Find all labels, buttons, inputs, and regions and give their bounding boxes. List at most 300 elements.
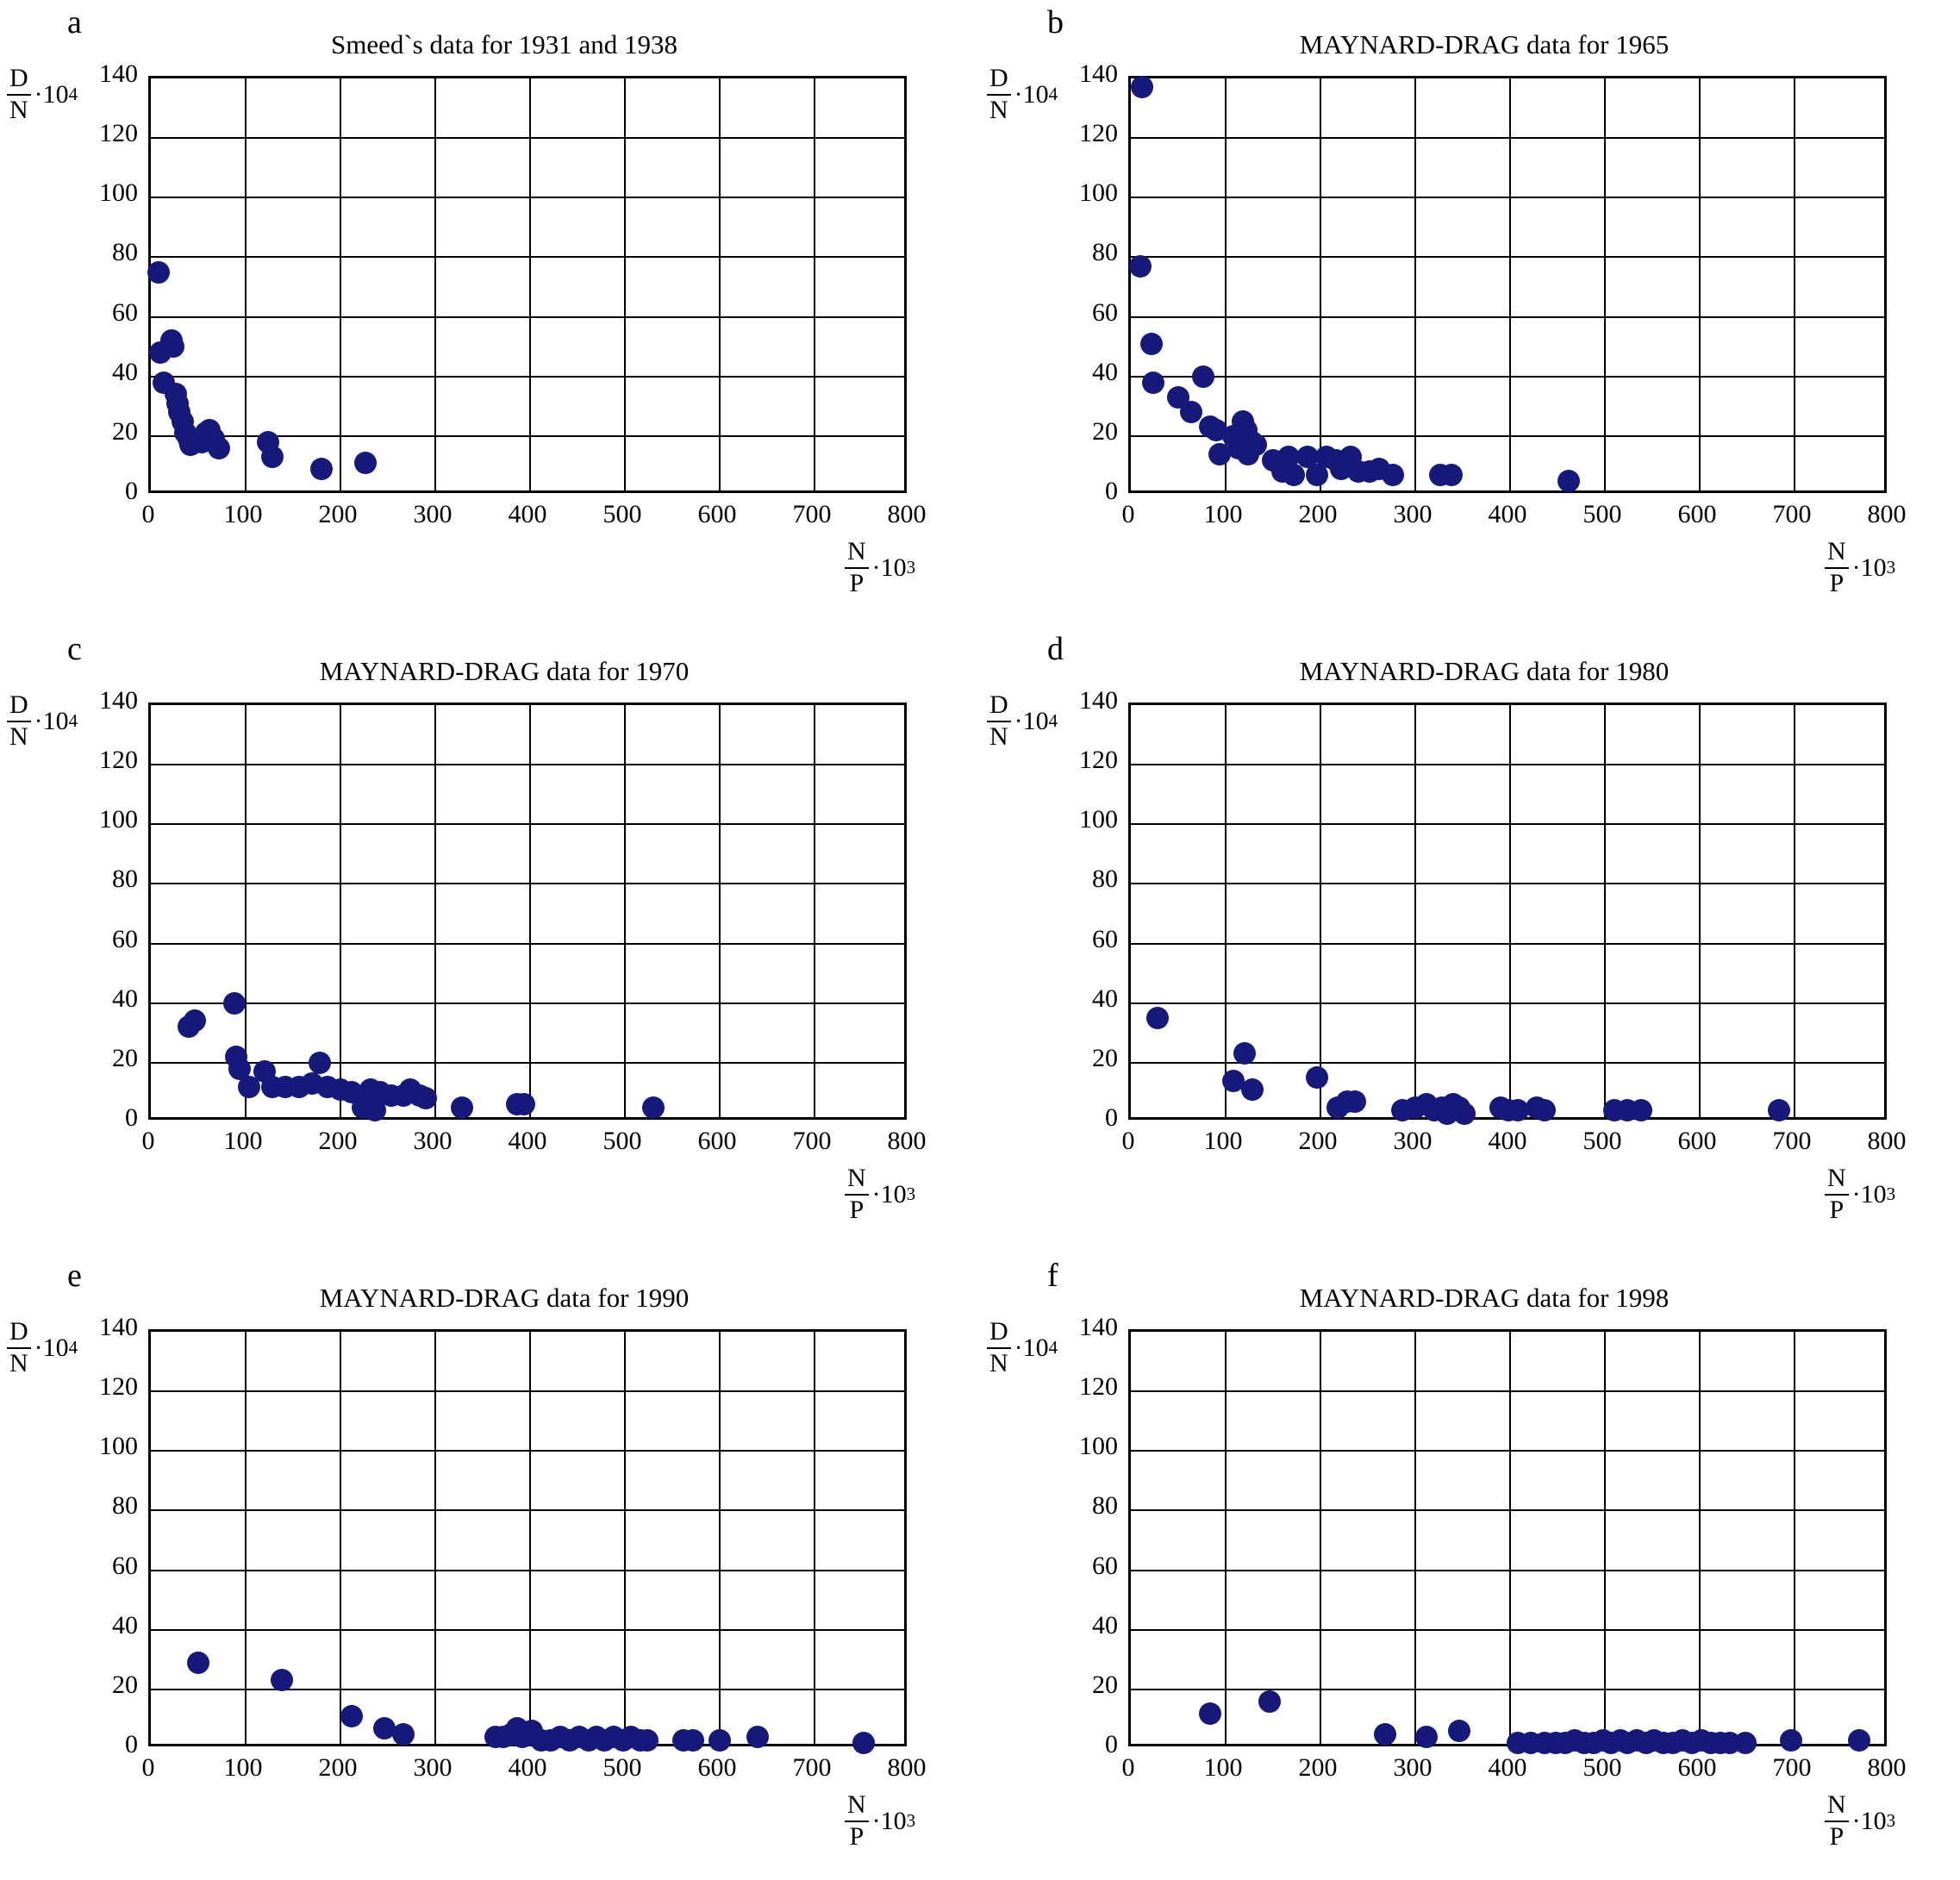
- gridline-vertical: [1794, 78, 1795, 490]
- y-axis-exponent-b: 4: [1048, 84, 1058, 105]
- scatter-point: [1241, 1078, 1264, 1101]
- y-tick-label: 20: [112, 416, 138, 446]
- y-tick-label: 60: [112, 297, 138, 327]
- x-tick-label: 0: [1121, 500, 1135, 528]
- x-tick-label: 400: [508, 1753, 547, 1782]
- y-tick-label: 0: [125, 1730, 138, 1758]
- gridline-vertical: [1414, 705, 1416, 1117]
- y-tick-label: 100: [99, 805, 138, 834]
- gridline-vertical: [340, 78, 341, 490]
- scatter-point: [1374, 1723, 1396, 1746]
- gridline-horizontal: [1131, 1629, 1884, 1631]
- y-tick-label: 80: [1092, 238, 1118, 267]
- x-axis-label-b: [1825, 539, 1895, 596]
- x-tick-label: 100: [1203, 1753, 1243, 1782]
- gridline-horizontal: [151, 1570, 904, 1571]
- x-tick-label: 800: [887, 1753, 927, 1782]
- scatter-point: [1382, 464, 1404, 486]
- y-tick-label: 140: [99, 1313, 138, 1341]
- x-axis-exponent-f: 3: [1886, 1810, 1896, 1832]
- y-tick-label: 20: [1092, 1670, 1118, 1699]
- y-tick-label: 20: [1092, 416, 1118, 446]
- gridline-horizontal: [1131, 1509, 1884, 1511]
- x-axis-multiplier-a: ·10: [871, 553, 907, 582]
- gridline-vertical: [1320, 78, 1321, 490]
- gridline-vertical: [1604, 78, 1606, 490]
- scatter-point: [746, 1726, 769, 1748]
- y-tick-label: 40: [1092, 1610, 1118, 1640]
- gridline-horizontal: [1131, 1002, 1884, 1004]
- x-axis-numerator-f: N: [1827, 1790, 1846, 1819]
- y-axis-label-b: [987, 66, 1058, 123]
- x-tick-label: 800: [1867, 500, 1907, 528]
- y-tick-label: 120: [1079, 119, 1118, 148]
- gridline-horizontal: [151, 1390, 904, 1392]
- gridline-horizontal: [151, 823, 904, 825]
- y-tick-label: 100: [1079, 805, 1118, 834]
- y-tick-label: 40: [1092, 984, 1118, 1013]
- gridline-vertical: [814, 1332, 815, 1744]
- gridline-vertical: [529, 1332, 531, 1744]
- gridline-horizontal: [151, 316, 904, 318]
- scatter-point: [223, 992, 246, 1015]
- scatter-point: [1848, 1729, 1870, 1752]
- x-axis-exponent-b: 3: [1886, 557, 1896, 578]
- panel-title-f: MAYNARD-DRAG data for 1998: [1299, 1283, 1670, 1313]
- x-axis-numerator-a: N: [847, 537, 866, 565]
- panel-title-c: MAYNARD-DRAG data for 1970: [319, 656, 690, 686]
- y-tick-label: 120: [1079, 746, 1118, 775]
- panel-a: [0, 0, 980, 627]
- x-tick-label: 300: [413, 1127, 453, 1155]
- x-tick-label: 0: [141, 1753, 155, 1782]
- y-axis-denominator-e: N: [9, 1348, 28, 1377]
- scatter-point: [184, 1009, 206, 1032]
- y-axis-numerator-c: D: [9, 690, 28, 719]
- y-axis-exponent-f: 4: [1048, 1337, 1058, 1358]
- x-tick-label: 0: [1121, 1753, 1135, 1782]
- scatter-point: [1199, 1702, 1221, 1725]
- scatter-point: [1557, 470, 1580, 492]
- gridline-vertical: [624, 78, 626, 490]
- y-axis-denominator-b: N: [989, 95, 1008, 124]
- y-axis-denominator-f: N: [989, 1348, 1008, 1377]
- x-tick-label: 500: [602, 500, 642, 528]
- gridline-vertical: [529, 78, 531, 490]
- y-axis-exponent-a: 4: [68, 84, 78, 105]
- y-axis-denominator-a: N: [9, 95, 28, 124]
- gridline-horizontal: [1131, 823, 1884, 825]
- x-tick-label: 500: [1582, 1127, 1622, 1155]
- scatter-point: [1192, 365, 1214, 388]
- x-axis-multiplier-c: ·10: [871, 1179, 907, 1209]
- panel-letter-f: f: [1047, 1258, 1058, 1294]
- gridline-vertical: [624, 705, 626, 1117]
- y-axis-label-e: [7, 1319, 78, 1377]
- y-tick-label: 60: [112, 1551, 138, 1580]
- scatter-point: [1344, 1090, 1366, 1113]
- gridline-vertical: [245, 1332, 247, 1744]
- plot-area-e: [148, 1329, 907, 1746]
- gridline-horizontal: [1131, 943, 1884, 945]
- x-tick-label: 0: [1121, 1127, 1135, 1155]
- x-axis-numerator-d: N: [1827, 1164, 1846, 1192]
- gridline-horizontal: [151, 256, 904, 258]
- plot-area-c: [148, 703, 907, 1120]
- gridline-horizontal: [1131, 883, 1884, 884]
- gridline-horizontal: [1131, 376, 1884, 378]
- y-tick-label: 0: [125, 1103, 138, 1132]
- gridline-vertical: [1414, 78, 1416, 490]
- x-tick-label: 100: [223, 1753, 263, 1782]
- y-axis-numerator-f: D: [989, 1317, 1008, 1346]
- x-tick-label: 300: [413, 500, 453, 528]
- x-tick-label: 200: [318, 1753, 358, 1782]
- scatter-point: [1453, 1102, 1476, 1125]
- gridline-vertical: [434, 705, 436, 1117]
- y-tick-label: 120: [99, 1372, 138, 1402]
- scatter-point: [852, 1732, 875, 1754]
- scatter-point: [1140, 333, 1163, 355]
- x-tick-label: 400: [1488, 1753, 1527, 1782]
- gridline-vertical: [719, 705, 721, 1117]
- gridline-vertical: [1225, 705, 1227, 1117]
- y-axis-multiplier-e: ·10: [34, 1333, 69, 1362]
- y-axis-denominator-d: N: [989, 721, 1008, 751]
- x-tick-label: 300: [413, 1753, 453, 1782]
- gridline-horizontal: [1131, 1450, 1884, 1452]
- y-tick-label: 100: [99, 178, 138, 208]
- x-axis-exponent-c: 3: [906, 1184, 916, 1205]
- gridline-horizontal: [1131, 1390, 1884, 1392]
- x-axis-exponent-e: 3: [906, 1810, 916, 1832]
- x-axis-denominator-f: P: [1829, 1821, 1845, 1851]
- y-tick-label: 140: [99, 686, 138, 715]
- y-tick-label: 80: [112, 238, 138, 267]
- x-axis-numerator-c: N: [847, 1164, 866, 1192]
- gridline-vertical: [1794, 1332, 1795, 1744]
- x-tick-label: 600: [697, 500, 737, 528]
- y-tick-label: 40: [1092, 357, 1118, 386]
- gridline-horizontal: [1131, 316, 1884, 318]
- x-axis-denominator-a: P: [849, 568, 865, 597]
- scatter-point: [340, 1705, 363, 1727]
- scatter-point: [1440, 464, 1463, 486]
- y-axis-exponent-c: 4: [68, 710, 78, 732]
- gridline-horizontal: [151, 764, 904, 765]
- scatter-point: [1129, 255, 1152, 278]
- x-axis-label-c: [845, 1165, 915, 1223]
- y-tick-label: 140: [1079, 686, 1118, 715]
- scatter-point: [147, 261, 170, 284]
- gridline-vertical: [1794, 705, 1795, 1117]
- y-tick-label: 60: [1092, 297, 1118, 327]
- scatter-point: [1448, 1720, 1470, 1742]
- gridline-vertical: [1320, 705, 1321, 1117]
- x-tick-label: 200: [1298, 1753, 1338, 1782]
- scatter-point: [208, 437, 230, 459]
- scatter-point: [1146, 1007, 1169, 1029]
- scatter-point: [1283, 464, 1305, 486]
- gridline-horizontal: [1131, 197, 1884, 198]
- panel-title-e: MAYNARD-DRAG data for 1990: [319, 1283, 690, 1313]
- gridline-vertical: [1509, 78, 1511, 490]
- x-axis-denominator-b: P: [1829, 568, 1845, 597]
- x-tick-label: 0: [141, 500, 155, 528]
- x-tick-label: 600: [1677, 500, 1717, 528]
- gridline-horizontal: [151, 376, 904, 378]
- x-tick-label: 700: [792, 500, 832, 528]
- scatter-point: [310, 458, 333, 480]
- x-tick-label: 700: [792, 1127, 832, 1155]
- x-axis-multiplier-b: ·10: [1851, 553, 1887, 582]
- scatter-point: [187, 1652, 209, 1674]
- y-axis-multiplier-f: ·10: [1014, 1333, 1049, 1362]
- y-tick-label: 20: [112, 1043, 138, 1072]
- y-tick-label: 140: [99, 59, 138, 88]
- y-tick-label: 0: [1105, 1103, 1118, 1132]
- x-axis-multiplier-e: ·10: [871, 1806, 907, 1835]
- y-tick-label: 140: [1079, 1313, 1118, 1341]
- x-axis-label-e: [845, 1792, 915, 1850]
- panel-letter-c: c: [67, 631, 82, 667]
- x-tick-label: 700: [792, 1753, 832, 1782]
- scatter-point: [636, 1729, 659, 1752]
- plot-area-d: [1128, 703, 1887, 1120]
- y-tick-label: 120: [1079, 1372, 1118, 1402]
- y-axis-numerator-e: D: [9, 1317, 28, 1346]
- y-axis-numerator-d: D: [989, 690, 1008, 719]
- scatter-point: [1142, 372, 1164, 394]
- y-axis-multiplier-d: ·10: [1014, 706, 1049, 735]
- gridline-horizontal: [151, 197, 904, 198]
- plot-area-b: [1128, 76, 1887, 493]
- y-axis-label-a: [7, 66, 78, 123]
- gridline-horizontal: [151, 943, 904, 945]
- gridline-vertical: [1699, 705, 1701, 1117]
- gridline-vertical: [1414, 1332, 1416, 1744]
- scatter-point: [1415, 1726, 1438, 1748]
- y-tick-label: 60: [1092, 1551, 1118, 1580]
- x-tick-label: 700: [1772, 500, 1812, 528]
- gridline-vertical: [1604, 1332, 1606, 1744]
- gridline-horizontal: [1131, 256, 1884, 258]
- x-tick-label: 400: [508, 500, 547, 528]
- y-tick-label: 60: [112, 924, 138, 953]
- scatter-point: [309, 1052, 331, 1074]
- gridline-horizontal: [1131, 137, 1884, 139]
- x-tick-label: 200: [318, 1127, 358, 1155]
- x-tick-label: 800: [887, 500, 927, 528]
- panel-title-a: Smeed`s data for 1931 and 1938: [330, 29, 678, 59]
- x-tick-label: 400: [508, 1127, 547, 1155]
- x-tick-label: 300: [1393, 1127, 1433, 1155]
- x-tick-label: 800: [1867, 1753, 1907, 1782]
- x-tick-label: 200: [1298, 500, 1338, 528]
- x-tick-label: 500: [1582, 500, 1622, 528]
- x-axis-label-a: [845, 539, 915, 596]
- x-tick-label: 600: [697, 1127, 737, 1155]
- gridline-vertical: [1604, 705, 1606, 1117]
- scatter-point: [1734, 1732, 1757, 1754]
- x-axis-exponent-d: 3: [1886, 1184, 1896, 1205]
- gridline-vertical: [1509, 1332, 1511, 1744]
- gridline-horizontal: [151, 883, 904, 884]
- panel-e: [0, 1253, 980, 1880]
- y-tick-label: 40: [112, 1610, 138, 1640]
- gridline-horizontal: [151, 1689, 904, 1690]
- x-tick-label: 0: [141, 1127, 155, 1155]
- y-tick-label: 80: [1092, 865, 1118, 894]
- x-tick-label: 500: [1582, 1753, 1622, 1782]
- y-tick-label: 0: [125, 477, 138, 505]
- panel-title-d: MAYNARD-DRAG data for 1980: [1299, 656, 1670, 686]
- scatter-point: [1768, 1099, 1790, 1121]
- scatter-point: [392, 1723, 415, 1746]
- y-tick-label: 120: [99, 119, 138, 148]
- scatter-point: [451, 1096, 473, 1119]
- gridline-vertical: [719, 78, 721, 490]
- scatter-point: [1258, 1690, 1281, 1713]
- gridline-vertical: [340, 1332, 341, 1744]
- x-axis-numerator-b: N: [1827, 537, 1846, 565]
- gridline-vertical: [1509, 705, 1511, 1117]
- gridline-horizontal: [151, 1450, 904, 1452]
- x-tick-label: 600: [1677, 1753, 1717, 1782]
- scatter-point: [354, 452, 377, 474]
- scatter-point: [261, 446, 284, 468]
- x-axis-denominator-e: P: [849, 1821, 865, 1851]
- scatter-point: [1533, 1099, 1556, 1121]
- panel-letter-d: d: [1047, 631, 1064, 667]
- x-tick-label: 500: [602, 1127, 642, 1155]
- y-tick-label: 80: [112, 1491, 138, 1521]
- scatter-point: [1780, 1729, 1802, 1752]
- gridline-vertical: [1225, 1332, 1227, 1744]
- y-tick-label: 80: [1092, 1491, 1118, 1521]
- panel-b: [980, 0, 1960, 627]
- y-tick-label: 100: [1079, 1432, 1118, 1461]
- y-axis-label-f: [987, 1319, 1058, 1377]
- x-tick-label: 800: [1867, 1127, 1907, 1155]
- panel-letter-a: a: [67, 4, 82, 41]
- gridline-vertical: [1320, 1332, 1321, 1744]
- x-axis-denominator-c: P: [849, 1195, 865, 1224]
- x-axis-multiplier-d: ·10: [1851, 1179, 1887, 1209]
- gridline-horizontal: [151, 1629, 904, 1631]
- x-tick-label: 700: [1772, 1127, 1812, 1155]
- panel-c: [0, 627, 980, 1253]
- y-axis-numerator-b: D: [989, 64, 1008, 92]
- gridline-horizontal: [151, 137, 904, 139]
- gridline-vertical: [434, 1332, 436, 1744]
- scatter-point: [162, 335, 184, 358]
- x-tick-label: 600: [1677, 1127, 1717, 1155]
- x-tick-label: 400: [1488, 500, 1527, 528]
- x-tick-label: 500: [602, 1753, 642, 1782]
- gridline-horizontal: [151, 1509, 904, 1511]
- y-axis-label-c: [7, 692, 78, 750]
- gridline-vertical: [814, 78, 815, 490]
- panel-letter-b: b: [1047, 4, 1064, 41]
- scatter-point: [1180, 401, 1202, 423]
- y-tick-label: 60: [1092, 924, 1118, 953]
- y-tick-label: 80: [112, 865, 138, 894]
- y-tick-label: 100: [1079, 178, 1118, 208]
- x-axis-multiplier-f: ·10: [1851, 1806, 1887, 1835]
- panel-f: [980, 1253, 1960, 1880]
- panel-letter-e: e: [67, 1258, 82, 1294]
- gridline-vertical: [1699, 1332, 1701, 1744]
- x-tick-label: 400: [1488, 1127, 1527, 1155]
- x-tick-label: 100: [223, 500, 263, 528]
- y-axis-multiplier-b: ·10: [1014, 79, 1049, 109]
- x-tick-label: 200: [318, 500, 358, 528]
- y-tick-label: 120: [99, 746, 138, 775]
- x-tick-label: 100: [1203, 500, 1243, 528]
- y-axis-exponent-e: 4: [68, 1337, 78, 1358]
- y-tick-label: 40: [112, 984, 138, 1013]
- scatter-point: [1630, 1099, 1652, 1121]
- y-axis-multiplier-a: ·10: [34, 79, 69, 109]
- x-axis-denominator-d: P: [1829, 1195, 1845, 1224]
- scatter-point: [642, 1096, 665, 1119]
- scatter-point: [682, 1729, 704, 1752]
- y-tick-label: 40: [112, 357, 138, 386]
- x-axis-label-f: [1825, 1792, 1895, 1850]
- gridline-vertical: [529, 705, 531, 1117]
- y-axis-denominator-c: N: [9, 721, 28, 751]
- y-tick-label: 0: [1105, 477, 1118, 505]
- panel-title-b: MAYNARD-DRAG data for 1965: [1299, 29, 1670, 59]
- x-tick-label: 700: [1772, 1753, 1812, 1782]
- y-tick-label: 0: [1105, 1730, 1118, 1758]
- gridline-vertical: [245, 78, 247, 490]
- y-axis-numerator-a: D: [9, 64, 28, 92]
- y-tick-label: 100: [99, 1432, 138, 1461]
- y-tick-label: 20: [112, 1670, 138, 1699]
- scatter-point: [1306, 1066, 1328, 1089]
- x-tick-label: 200: [1298, 1127, 1338, 1155]
- gridline-horizontal: [151, 1002, 904, 1004]
- y-axis-multiplier-c: ·10: [34, 706, 69, 735]
- gridline-vertical: [624, 1332, 626, 1744]
- gridline-vertical: [814, 705, 815, 1117]
- gridline-vertical: [719, 1332, 721, 1744]
- y-axis-exponent-d: 4: [1048, 710, 1058, 732]
- y-axis-label-d: [987, 692, 1058, 750]
- x-tick-label: 600: [697, 1753, 737, 1782]
- x-tick-label: 100: [223, 1127, 263, 1155]
- x-tick-label: 100: [1203, 1127, 1243, 1155]
- gridline-horizontal: [1131, 1570, 1884, 1571]
- x-axis-label-d: [1825, 1165, 1895, 1223]
- plot-area-f: [1128, 1329, 1887, 1746]
- x-tick-label: 300: [1393, 1753, 1433, 1782]
- scatter-point: [513, 1093, 535, 1115]
- plot-area-a: [148, 76, 907, 493]
- gridline-vertical: [434, 78, 436, 490]
- gridline-horizontal: [1131, 764, 1884, 765]
- x-axis-numerator-e: N: [847, 1790, 866, 1819]
- y-tick-label: 140: [1079, 59, 1118, 88]
- gridline-vertical: [340, 705, 341, 1117]
- x-tick-label: 300: [1393, 500, 1433, 528]
- x-tick-label: 800: [887, 1127, 927, 1155]
- y-tick-label: 20: [1092, 1043, 1118, 1072]
- gridline-horizontal: [1131, 1689, 1884, 1690]
- panel-d: [980, 627, 1960, 1253]
